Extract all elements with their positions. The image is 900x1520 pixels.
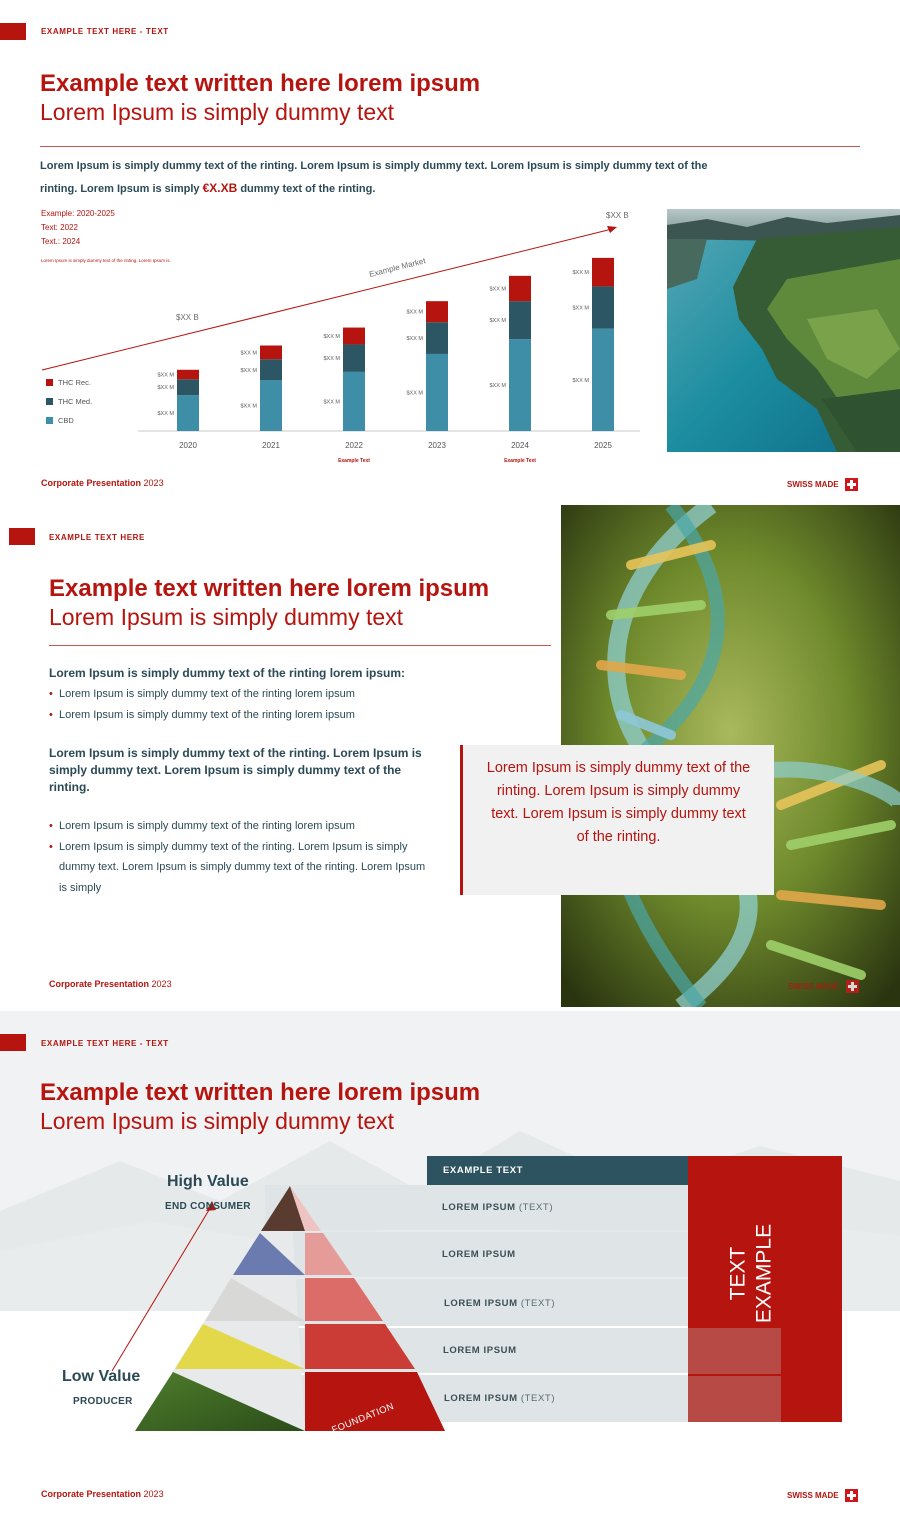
foundation-label: FOUNDATION [330,1401,396,1436]
footer-brand: Corporate Presentation [41,478,142,488]
row-label [444,1393,555,1404]
side-panel-line2: EXAMPLE [752,1223,775,1324]
meta-line: Example: 2020-2025 [41,209,115,218]
footer-year: 2023 [143,478,164,488]
slide-tag: EXAMPLE TEXT HERE [49,533,145,542]
row-label-text: LOREM IPSUM [443,1345,517,1356]
sub-label: Example Text [504,458,536,464]
low-value-label: Low Value [62,1368,141,1385]
data-label: $XX M [240,367,257,374]
bar-segment [509,339,531,431]
data-label: $XX M [572,270,589,277]
title-divider [49,645,551,646]
page-subtitle: Lorem Ipsum is simply dummy text [40,1108,395,1134]
data-label: $XX M [240,403,257,410]
slide-tag: EXAMPLE TEXT HERE - TEXT [41,1039,169,1048]
chart-note: Lorem Ipsum is simply dummy text of the rinting. Lorem Ipsum is. [41,258,171,263]
data-label: $XX M [157,372,174,379]
swiss-flag-icon [845,1489,858,1502]
row-label-paren: (TEXT) [518,1202,554,1213]
title-divider [40,146,860,147]
meta-line: Text.: 2024 [41,237,81,246]
swiss-made-badge [788,980,859,993]
data-label: $XX M [489,318,506,325]
row-label-text: LOREM IPSUM [442,1249,516,1260]
page-title: Example text written here lorem ipsum [49,575,490,602]
lead-paragraph [40,155,730,200]
bar-segment [177,379,199,395]
slide-tag: EXAMPLE TEXT HERE - TEXT [41,27,169,36]
swiss-flag-icon [845,478,858,491]
bullet-list [49,816,429,898]
x-tick-label: 2025 [594,441,612,450]
bar-segment [343,328,365,345]
swiss-made-label: SWISS MADE [788,982,840,991]
lead-text-1: Lorem Ipsum is simply dummy text of the rinting. Lorem Ipsum is simply dummy text. Lorem Ipsum is simply dummy text of the rinting. Lorem Ipsum is simply [40,160,708,195]
high-value-label: High Value [167,1173,249,1190]
stacked-bar-chart [0,200,650,475]
x-tick-label: 2023 [428,441,446,450]
legend-label: CBD [58,416,74,425]
row-label-text: LOREM IPSUM [444,1298,518,1309]
table-header-label: EXAMPLE TEXT [443,1165,524,1176]
trend-end-label: $XX B [606,211,629,220]
swiss-made-badge [787,478,858,491]
swiss-flag-icon [846,980,859,993]
legend-label: THC Rec. [58,378,91,387]
footer [41,1489,164,1499]
row-label-paren: (TEXT) [520,1298,556,1309]
footer [49,979,172,989]
bar-segment [343,372,365,431]
bar-segment [426,322,448,354]
section-heading: Lorem Ipsum is simply dummy text of the rinting. Lorem Ipsum is simply dummy text. Lorem Ipsum is simply dummy text of the rinting. [49,746,422,794]
data-label: $XX M [572,305,589,312]
row-label [442,1202,553,1213]
page-title: Example text written here lorem ipsum [40,1079,481,1106]
slide-text-dna [0,505,900,1007]
trend-label: Example Market [368,256,427,279]
lead-text-2: dummy text of the rinting. [237,183,376,195]
legend-label: THC Med. [58,397,93,406]
footer [41,478,164,488]
swiss-made-label: SWISS MADE [787,480,839,489]
footer-brand: Corporate Presentation [41,1489,142,1499]
bar-segment [260,380,282,431]
bar-segment [509,301,531,339]
list-item: • Lorem Ipsum is simply dummy text of the rinting. Lorem Ipsum is simply dummy text. Lorem Ipsum is simply dummy text of the rinting. Lorem Ipsum is simply [49,837,429,899]
producer-label: PRODUCER [73,1396,133,1407]
swiss-made-label: SWISS MADE [787,1491,839,1500]
swiss-made-badge [787,1489,858,1502]
slide-value-pyramid [0,1011,900,1520]
lead-highlight: €X.XB [202,181,238,195]
page-subtitle: Lorem Ipsum is simply dummy text [49,604,404,630]
trend-arrowhead [607,226,617,233]
data-label: $XX M [572,377,589,384]
bar-segment [592,329,614,431]
value-arrow [100,1191,230,1391]
x-tick-label: 2020 [179,441,197,450]
bar-segment [426,301,448,322]
footer-brand: Corporate Presentation [49,979,150,989]
tag-marker [0,23,26,40]
legend-swatch [46,398,53,405]
row-label [444,1298,555,1309]
data-label: $XX M [157,385,174,392]
bar-segment [343,344,365,371]
row-label-text: LOREM IPSUM [442,1202,516,1213]
end-consumer-label: END CONSUMER [165,1201,251,1212]
bar-segment [592,258,614,287]
row-label-text: LOREM IPSUM [444,1393,518,1404]
data-label: $XX M [323,356,340,363]
data-label: $XX M [240,350,257,357]
footer-year: 2023 [151,979,172,989]
data-label: $XX M [489,286,506,293]
list-item: • Lorem Ipsum is simply dummy text of the rinting lorem ipsum [49,816,429,837]
bar-segment [260,359,282,380]
footer-year: 2023 [143,1489,164,1499]
x-tick-label: 2022 [345,441,363,450]
data-label: $XX M [406,390,423,397]
legend-swatch [46,379,53,386]
page-title: Example text written here lorem ipsum [40,70,481,97]
legend-swatch [46,417,53,424]
x-tick-label: 2024 [511,441,529,450]
section-heading: Lorem Ipsum is simply dummy text of the rinting lorem ipsum: [49,666,406,680]
data-label: $XX M [157,411,174,418]
data-label: $XX M [489,383,506,390]
quote-box: Lorem Ipsum is simply dummy text of the rinting. Lorem Ipsum is simply dummy text. Lorem Ipsum is simply dummy text of the rinting. [460,745,774,895]
bar-segment [177,370,199,380]
bullet-list [49,684,469,725]
row-label-paren: (TEXT) [520,1393,556,1404]
x-tick-label: 2021 [262,441,280,450]
side-panel-divider [688,1374,781,1376]
tag-marker [9,528,35,545]
side-panel-line1: TEXT [726,1246,749,1301]
bar-segment [177,395,199,431]
data-label: $XX M [323,399,340,406]
side-panel-text [684,1204,819,1344]
bar-segment [509,276,531,301]
slide-market-chart [0,0,900,500]
bar-segment [592,286,614,328]
list-item: • Lorem Ipsum is simply dummy text of the rinting lorem ipsum [49,684,469,705]
lake-photo [667,209,900,452]
list-item: • Lorem Ipsum is simply dummy text of the rinting lorem ipsum [49,705,469,726]
data-label: $XX M [323,334,340,340]
data-label: $XX M [406,336,423,343]
meta-line: Text: 2022 [41,223,78,232]
page-subtitle: Lorem Ipsum is simply dummy text [40,99,395,125]
trend-start-label: $XX B [176,313,199,322]
bar-segment [260,346,282,360]
data-label: $XX M [406,309,423,316]
bar-segment [426,354,448,431]
sub-label: Example Text [338,458,370,464]
tag-marker [0,1034,26,1051]
